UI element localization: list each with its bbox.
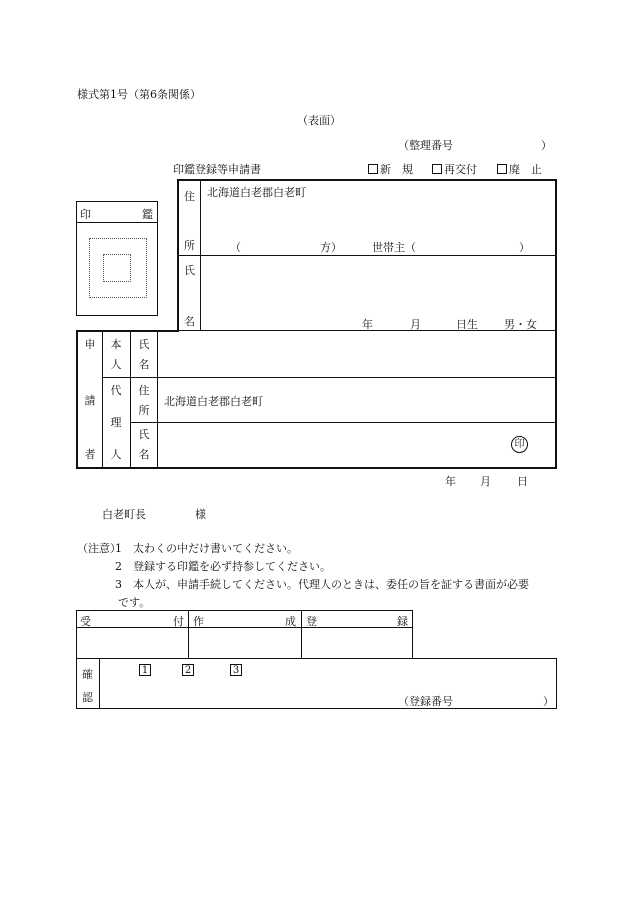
address-label-top: 住 <box>184 190 195 203</box>
uke-label: 受 <box>80 615 91 628</box>
seiri-label: （整理番号 <box>398 139 453 152</box>
mayor-label: 白老町長 <box>102 508 146 521</box>
form-number: 様式第1号（第6条関係） <box>77 88 201 101</box>
birth-day: 日生 <box>456 318 478 331</box>
date-year: 年 <box>445 475 456 488</box>
applicant-label-2: 請 <box>84 394 96 407</box>
agent-label-3: 人 <box>110 448 122 461</box>
tsuke-label: 付 <box>173 615 184 628</box>
checkbox-icon <box>497 164 507 174</box>
note-1: 1 太わくの中だけ書いてください。 <box>115 542 298 555</box>
agent-address-value[interactable]: 北海道白老郡白老町 <box>164 395 263 408</box>
household-head-close: ） <box>519 241 530 254</box>
checkbox-icon <box>368 164 378 174</box>
self-label-2: 人 <box>110 358 122 371</box>
kaku-label: 確 <box>82 668 93 681</box>
note-3: 3 本人が、申請手続してください。代理人のときは、委任の旨を証する書面が必要 <box>115 578 529 591</box>
reg-number-label: （登録番号 <box>398 695 453 708</box>
applicant-label-3: 者 <box>84 448 96 461</box>
self-label-1: 本 <box>110 338 122 351</box>
birth-year: 年 <box>362 318 373 331</box>
nin-label: 認 <box>82 691 93 704</box>
agent-name-label-2: 名 <box>138 448 150 461</box>
household-head-label: 世帯主（ <box>372 241 416 254</box>
agent-label-2: 理 <box>110 416 122 429</box>
note-3-continuation: です。 <box>118 596 151 609</box>
address-value[interactable]: 北海道白老郡白老町 <box>207 186 306 199</box>
agent-name-label-1: 氏 <box>138 428 150 441</box>
check-box-2[interactable]: 2 <box>182 664 194 676</box>
notes-prefix: （注意） <box>77 542 121 555</box>
agent-label-1: 代 <box>110 384 122 397</box>
gender[interactable]: 男・女 <box>504 318 537 331</box>
check-box-3[interactable]: 3 <box>230 664 242 676</box>
seal-mark-icon: 印 <box>511 436 528 453</box>
saku-label: 作 <box>193 615 204 628</box>
agent-address-label-2: 所 <box>138 404 150 417</box>
seal-label-right: 鑑 <box>142 208 153 221</box>
reg-number-close: ） <box>543 695 554 708</box>
option-reissue[interactable]: 再交付 <box>432 161 477 177</box>
seal-label-left: 印 <box>80 208 91 221</box>
address-label-bottom: 所 <box>184 239 195 252</box>
birth-month: 月 <box>410 318 421 331</box>
agent-address-label-1: 住 <box>138 384 150 397</box>
name-label-top: 氏 <box>184 264 195 277</box>
side-label: （表面） <box>297 114 341 127</box>
note-2: 2 登録する印鑑を必ず持参してください。 <box>115 560 331 573</box>
seiri-close: ） <box>541 139 552 152</box>
name-label-bottom: 名 <box>184 315 195 328</box>
check-box-1[interactable]: 1 <box>139 664 151 676</box>
form-title: 印鑑登録等申請書 <box>173 163 261 176</box>
date-day: 日 <box>517 475 528 488</box>
roku-label: 録 <box>397 615 408 628</box>
option-new[interactable]: 新 規 <box>368 161 413 177</box>
to-label: 登 <box>306 615 317 628</box>
checkbox-icon <box>432 164 442 174</box>
sei-label: 成 <box>285 615 296 628</box>
office-table-top <box>76 610 413 659</box>
self-name-label-1: 氏 <box>138 338 150 351</box>
self-name-label-2: 名 <box>138 358 150 371</box>
option-abolish[interactable]: 廃 止 <box>497 161 542 177</box>
sama-label: 様 <box>195 508 206 521</box>
kata-open: （ <box>230 241 241 254</box>
seal-inner-guide <box>103 254 131 282</box>
date-month: 月 <box>480 475 491 488</box>
applicant-label-1: 申 <box>84 338 96 351</box>
kata-close: 方） <box>320 241 342 254</box>
